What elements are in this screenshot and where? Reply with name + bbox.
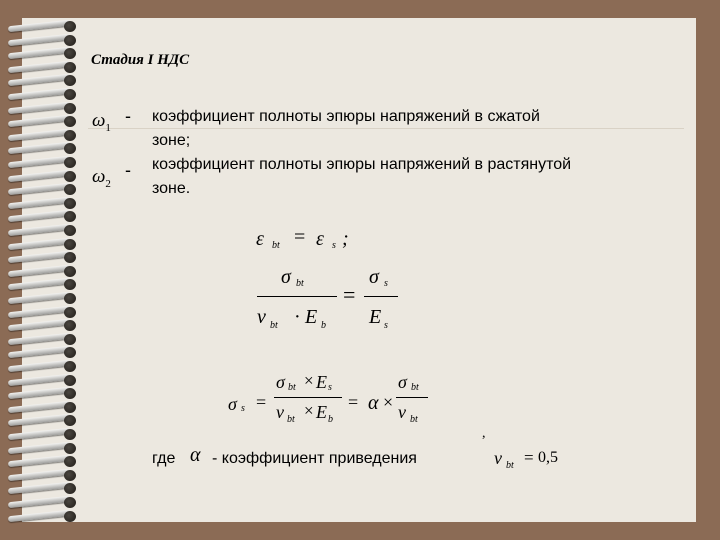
fraction-bar-right-2 [396,397,428,398]
e-s-num-sub: s [328,382,332,393]
binding-ring [8,61,76,75]
nu-bt-den-2-sub: bt [410,414,418,425]
binding-ring [8,210,76,224]
where-label: где [152,450,176,467]
e-b-denominator: E [305,306,318,328]
binding-ring [8,74,76,88]
sigma-s-lhs-sub: s [241,403,245,414]
formula3-equals-1: = [256,392,267,412]
e-s-denominator-sub: s [384,320,388,331]
spiral-binding [0,0,90,540]
e-b-den: E [316,402,327,422]
alpha-footer-symbol: α [190,444,201,466]
binding-ring [8,510,76,524]
binding-ring [8,482,76,496]
binding-ring [8,455,76,469]
sigma-bt-num-2: σ [398,372,407,392]
times-operator-2: × [304,401,314,420]
sigma-bt-num-2-sub: bt [411,382,419,393]
epsilon-bt-sub: bt [272,240,280,251]
nu-bt-denominator-sub: bt [270,320,278,331]
fraction-bar-left [257,296,337,297]
binding-ring [8,197,76,211]
binding-ring [8,401,76,415]
slide-page [22,18,696,522]
ruled-line [88,128,684,129]
e-s-denominator: E [369,306,382,328]
binding-ring [8,346,76,360]
alpha-definition: - коэффициент приведения [212,450,417,467]
alpha-symbol: α [368,392,379,414]
binding-ring [8,183,76,197]
binding-ring [8,496,76,510]
binding-ring [8,47,76,61]
nu-value: 0,5 [538,449,558,466]
fraction-bar-main [274,397,342,398]
footer-comma: , [482,426,486,441]
times-operator-3: × [383,392,394,412]
definition-1-line-1: коэффициент полноты эпюры напряжений в сжатой [152,108,540,125]
binding-ring [8,278,76,292]
nu-bt-den: ν [276,402,284,422]
formula1-semicolon: ; [342,228,349,250]
nu-bt-footer: ν [494,448,502,468]
binding-ring [8,142,76,156]
binding-ring [8,374,76,388]
formula3-equals-2: = [348,392,359,412]
sigma-s-numerator: σ [369,266,379,288]
omega-1-symbol: $\omega_1$ [92,110,111,134]
binding-ring [8,20,76,34]
binding-ring [8,442,76,456]
slide-title: Стадия I НДС [91,52,190,68]
binding-ring [8,224,76,238]
definition-2-line-1: коэффициент полноты эпюры напряжений в растянутой [152,156,572,173]
nu-bt-den-sub: bt [287,414,295,425]
times-operator-1: × [304,371,314,390]
omega-1-dash: - [125,106,131,126]
binding-ring [8,156,76,170]
omega-2-symbol: $\omega_2$ [92,166,111,190]
sigma-bt-numerator-sub: bt [296,278,304,289]
sigma-bt-num: σ [276,372,285,392]
epsilon-bt: ε [256,228,264,250]
nu-bt-denominator: ν [257,306,266,328]
formula2-equals: = [343,282,356,307]
binding-ring [8,306,76,320]
binding-ring [8,251,76,265]
binding-ring [8,360,76,374]
epsilon-s-sub: s [332,240,336,251]
e-b-denominator-sub: b [321,320,326,331]
binding-ring [8,129,76,143]
definition-2-line-2: зоне. [152,180,191,197]
sigma-bt-numerator: σ [281,266,291,288]
definition-1-line-2: зоне; [152,132,191,149]
binding-ring [8,292,76,306]
binding-ring [8,265,76,279]
nu-bt-footer-sub: bt [506,460,514,471]
binding-ring [8,102,76,116]
sigma-bt-num-sub: bt [288,382,296,393]
binding-ring [8,387,76,401]
binding-ring [8,115,76,129]
footer-equals: = [524,448,534,467]
sigma-s-numerator-sub: s [384,278,388,289]
binding-ring [8,414,76,428]
binding-ring [8,238,76,252]
e-s-num: E [316,372,327,392]
binding-ring [8,170,76,184]
binding-ring [8,88,76,102]
binding-ring [8,319,76,333]
omega-2-dash: - [125,160,131,180]
sigma-s-lhs: σ [228,394,237,414]
binding-ring [8,469,76,483]
epsilon-s: ε [316,228,324,250]
e-b-den-sub: b [328,414,333,425]
binding-ring [8,34,76,48]
formula1-equals: = [294,226,306,248]
nu-bt-den-2: ν [398,402,406,422]
fraction-bar-right [364,296,398,297]
dot-operator: · [294,306,301,328]
binding-ring [8,333,76,347]
binding-ring [8,428,76,442]
